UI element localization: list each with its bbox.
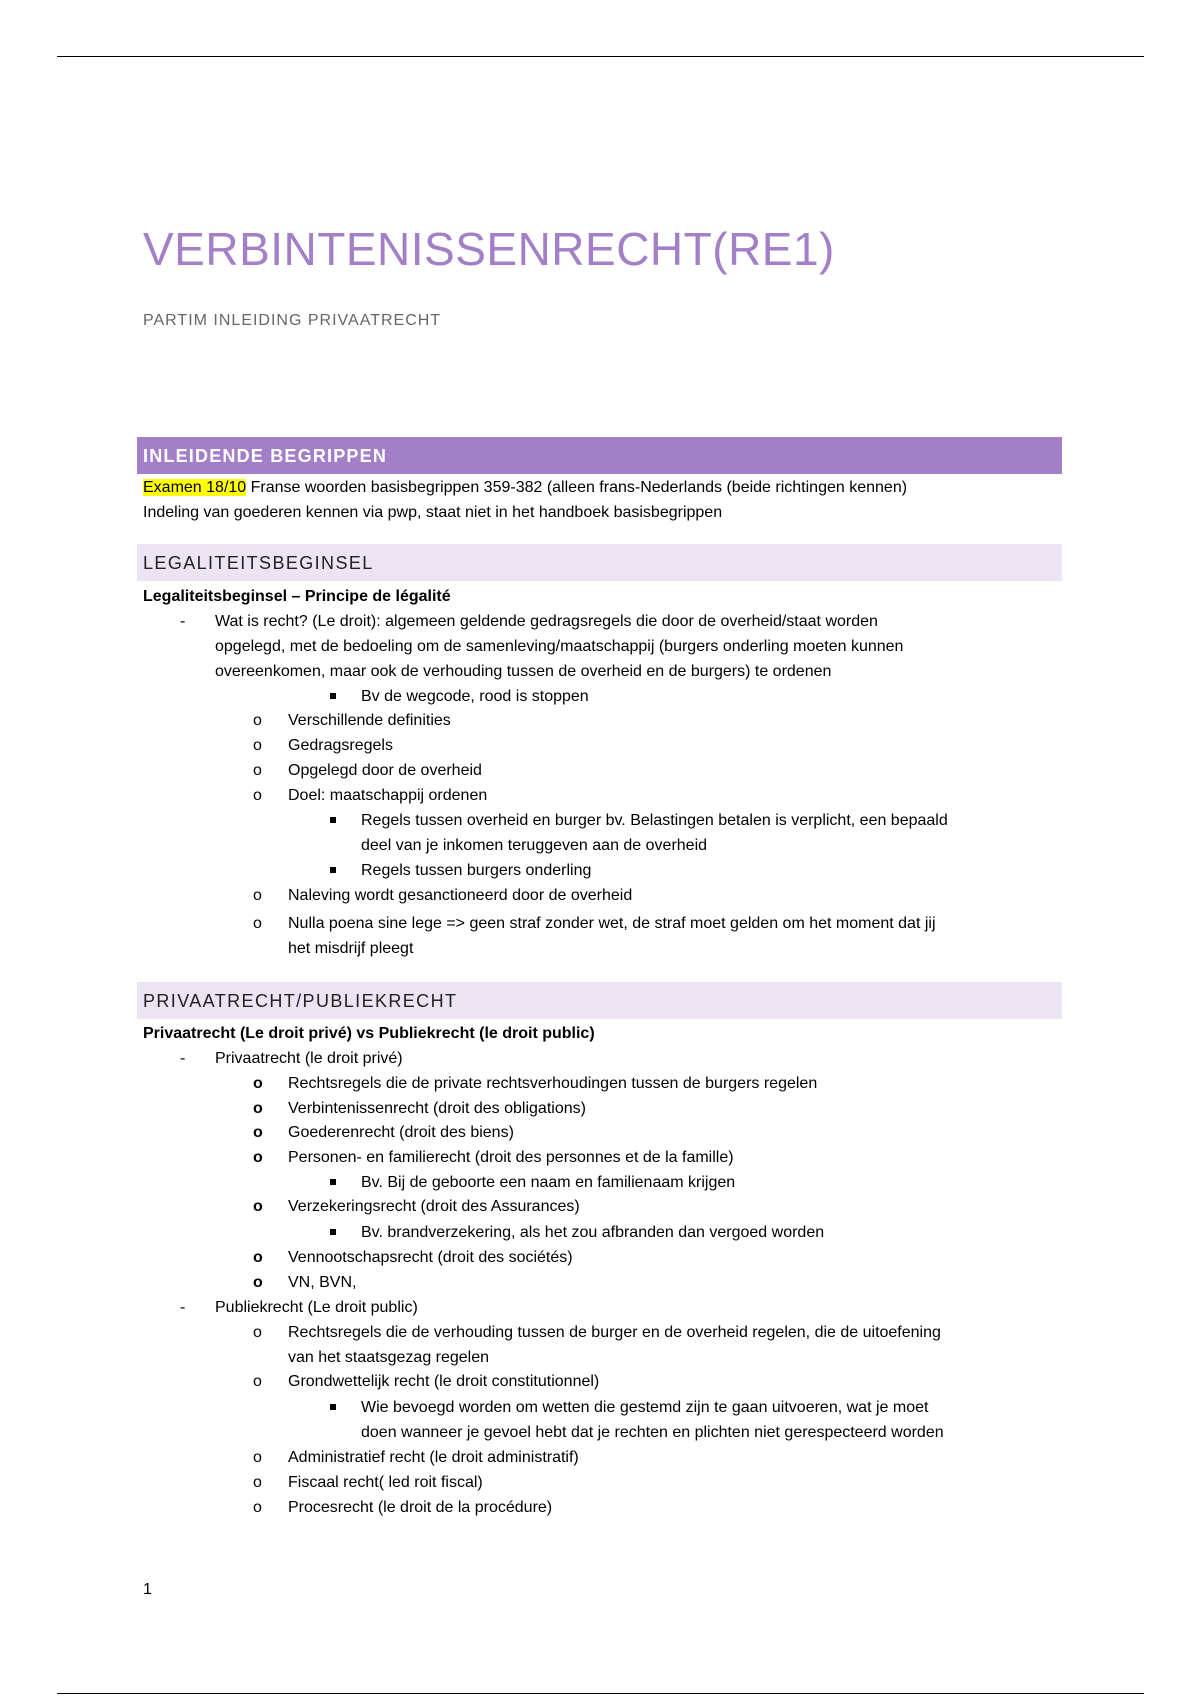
- list-item: Verzekeringsrecht (droit des Assurances): [288, 1198, 580, 1215]
- list-item: het misdrijf pleegt: [288, 940, 414, 957]
- circle-bullet: o: [253, 1474, 262, 1491]
- circle-bullet: o: [253, 915, 262, 932]
- list-item: doen wanneer je gevoel hebt dat je rechten en plichten niet gerespecteerd worden: [361, 1424, 944, 1441]
- circle-bullet: o: [253, 737, 262, 754]
- header-rule: [57, 56, 1144, 57]
- document-subtitle: PARTIM INLEIDING PRIVAATRECHT: [143, 312, 442, 329]
- dash-bullet: -: [180, 1050, 186, 1067]
- circle-bullet: o: [253, 712, 262, 729]
- circle-bullet: o: [253, 1149, 263, 1166]
- list-item: van het staatsgezag regelen: [288, 1349, 490, 1366]
- list-item: deel van je inkomen teruggeven aan de overheid: [361, 837, 708, 854]
- list-item: Wie bevoegd worden om wetten die gestemd zijn te gaan uitvoeren, wat je moet: [361, 1399, 929, 1416]
- circle-bullet: o: [253, 1449, 262, 1466]
- list-item: overeenkomen, maar ook de verhouding tussen de overheid en de burgers) te ordenen: [215, 663, 832, 680]
- section-heading-text: PRIVAATRECHT/PUBLIEKRECHT: [137, 982, 1062, 1019]
- circle-bullet: o: [253, 1324, 262, 1341]
- square-bullet-icon: [330, 1229, 336, 1235]
- section-heading-text: INLEIDENDE BEGRIPPEN: [137, 437, 1062, 474]
- list-item: Nulla poena sine lege => geen straf zonder wet, de straf moet gelden om het moment dat jij: [288, 915, 936, 932]
- goederen-note-line: Indeling van goederen kennen via pwp, staat niet in het handboek basisbegrippen: [143, 504, 723, 521]
- section-heading-privaatrecht-publiekrecht: [137, 982, 1062, 1019]
- list-item: Goederenrecht (droit des biens): [288, 1124, 514, 1141]
- list-item: Opgelegd door de overheid: [288, 762, 482, 779]
- exam-note-line: [143, 475, 1068, 500]
- circle-bullet: o: [253, 1249, 263, 1266]
- privaat-bold-line: Privaatrecht (Le droit privé) vs Publiekrecht (le droit public): [143, 1025, 595, 1042]
- list-item: Bv. Bij de geboorte een naam en familienaam krijgen: [361, 1174, 736, 1191]
- circle-bullet: o: [253, 1274, 263, 1291]
- square-bullet-icon: [330, 693, 336, 699]
- list-item: Publiekrecht (Le droit public): [215, 1299, 418, 1316]
- exam-highlight: Examen 18/10: [143, 479, 247, 496]
- footer-rule: [57, 1693, 1144, 1694]
- list-item: Rechtsregels die de verhouding tussen de burger en de overheid regelen, die de uitoefening: [288, 1324, 941, 1341]
- section-heading-legaliteitsbeginsel: [137, 544, 1062, 581]
- list-item: opgelegd, met de bedoeling om de samenleving/maatschappij (burgers onderling moeten kunnen: [215, 638, 904, 655]
- page-number: 1: [143, 1581, 152, 1598]
- list-item: Grondwettelijk recht (le droit constitutionnel): [288, 1373, 600, 1390]
- circle-bullet: o: [253, 1198, 263, 1215]
- list-item: Verbintenissenrecht (droit des obligations): [288, 1100, 586, 1117]
- list-item: Naleving wordt gesanctioneerd door de overheid: [288, 887, 633, 904]
- list-item: Bv de wegcode, rood is stoppen: [361, 688, 589, 705]
- list-item: Rechtsregels die de private rechtsverhoudingen tussen de burgers regelen: [288, 1075, 818, 1092]
- list-item: Verschillende definities: [288, 712, 451, 729]
- circle-bullet: o: [253, 1100, 263, 1117]
- list-item: VN, BVN,: [288, 1274, 357, 1291]
- circle-bullet: o: [253, 787, 262, 804]
- exam-note-text: Franse woorden basisbegrippen 359-382 (alleen frans-Nederlands (beide richtingen kennen): [246, 479, 908, 496]
- square-bullet-icon: [330, 1404, 336, 1410]
- list-item: Wat is recht? (Le droit): algemeen geldende gedragsregels die door de overheid/staat worden: [215, 613, 878, 630]
- circle-bullet: o: [253, 1124, 263, 1141]
- circle-bullet: o: [253, 762, 262, 779]
- dash-bullet: -: [180, 613, 186, 630]
- list-item: Vennootschapsrecht (droit des sociétés): [288, 1249, 573, 1266]
- legaliteit-bold-line: Legaliteitsbeginsel – Principe de légalité: [143, 588, 451, 605]
- list-item: Doel: maatschappij ordenen: [288, 787, 488, 804]
- section-heading-inleidende-begrippen: [137, 437, 1062, 474]
- square-bullet-icon: [330, 817, 336, 823]
- section-heading-text: LEGALITEITSBEGINSEL: [137, 544, 1062, 581]
- list-item: Regels tussen overheid en burger bv. Belastingen betalen is verplicht, een bepaald: [361, 812, 948, 829]
- list-item: Privaatrecht (le droit privé): [215, 1050, 403, 1067]
- list-item: Bv. brandverzekering, als het zou afbranden dan vergoed worden: [361, 1224, 825, 1241]
- circle-bullet: o: [253, 1373, 262, 1390]
- dash-bullet: -: [180, 1299, 186, 1316]
- square-bullet-icon: [330, 1179, 336, 1185]
- circle-bullet: o: [253, 1075, 263, 1092]
- list-item: Fiscaal recht( led roit fiscal): [288, 1474, 483, 1491]
- list-item: Gedragsregels: [288, 737, 393, 754]
- document-title: VERBINTENISSENRECHT(RE1): [143, 223, 835, 275]
- list-item: Procesrecht (le droit de la procédure): [288, 1499, 553, 1516]
- list-item: Regels tussen burgers onderling: [361, 862, 592, 879]
- circle-bullet: o: [253, 887, 262, 904]
- circle-bullet: o: [253, 1499, 262, 1516]
- square-bullet-icon: [330, 867, 336, 873]
- list-item: Personen- en familierecht (droit des personnes et de la famille): [288, 1149, 734, 1166]
- list-item: Administratief recht (le droit administratif): [288, 1449, 579, 1466]
